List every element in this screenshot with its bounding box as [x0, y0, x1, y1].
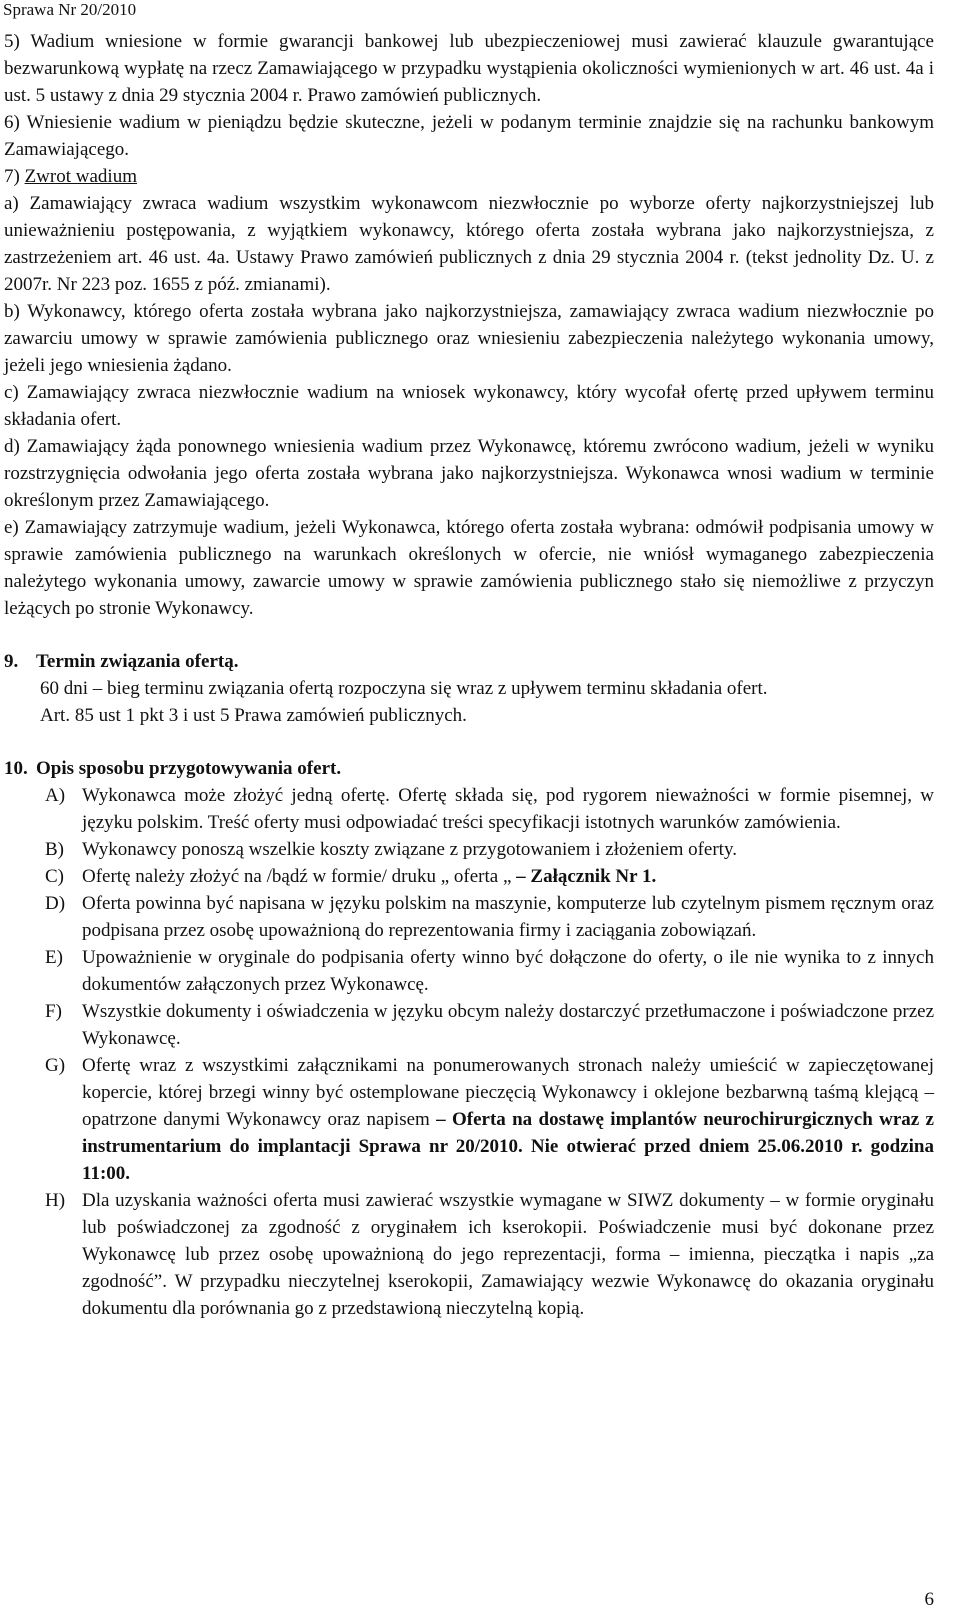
section-9-heading: [4, 648, 934, 675]
list-item: [8, 1052, 934, 1187]
paragraph-a: a) Zamawiający zwraca wadium wszystkim wykonawcom niezwłocznie po wyborze oferty najkorzystniejszej lub unieważnieniu postępowania, z wyjątkiem wykonawcy, którego oferta została wybrana jako najkorzystniejsza, z zastrzeżeniem art. 46 ust. 4a. Ustawy Prawo zamówień publicznych z dnia 29 stycznia 2004 r. (tekst jednolity Dz. U. z 2007r. Nr 223 poz. 1655 z póź. zmianami).: [4, 193, 934, 295]
paragraph-d: d) Zamawiający żąda ponownego wniesienia wadium przez Wykonawcę, któremu zwrócono wadium, jeżeli w wyniku rozstrzygnięcia odwołania jego oferta została wybrana jako najkorzystniejsza. Wykonawca wnosi wadium w terminie określonym przez Zamawiającego.: [4, 436, 934, 511]
section-9-number: 9.: [4, 651, 19, 672]
list-item-text: Wszystkie dokumenty i oświadczenia w języku obcym należy dostarczyć przetłumaczone i poświadczone przez Wykonawcę.: [82, 1001, 934, 1049]
section-9-line-2: Art. 85 ust 1 pkt 3 i ust 5 Prawa zamówień publicznych.: [40, 705, 467, 726]
list-item-text: Oferta powinna być napisana w języku polskim na maszynie, komputerze lub czytelnym pismem ręcznym oraz podpisana przez osobę upoważnioną do reprezentowania firmy i zaciągania zobowiązań.: [82, 893, 934, 941]
list-item: [8, 782, 934, 836]
list-item-text: Ofertę należy złożyć na /bądź w formie/ druku „ oferta „: [82, 866, 517, 887]
list-item-label: F): [45, 1001, 62, 1022]
section-10-title: Opis sposobu przygotowywania ofert.: [36, 758, 342, 779]
paragraph-7-heading: [4, 163, 934, 190]
list-item: [8, 890, 934, 944]
paragraph-7-number: 7): [4, 166, 25, 187]
paragraph-b: b) Wykonawcy, którego oferta została wybrana jako najkorzystniejsza, zamawiający zwraca wadium niezwłocznie po zawarciu umowy w sprawie zamówienia publicznego oraz wniesieniu zabezpieczenia należytego wykonania umowy, jeżeli jego wniesienia żądano.: [4, 301, 934, 376]
list-item: [8, 863, 934, 890]
section-10-number: 10.: [4, 758, 28, 779]
list-item-label: C): [45, 866, 64, 887]
list-item-label: D): [45, 893, 66, 914]
list-item-label: H): [45, 1190, 66, 1211]
section-10-list: [8, 782, 934, 1322]
list-item-bold-text: – Załącznik Nr 1.: [516, 866, 657, 887]
list-item-label: E): [45, 947, 63, 968]
section-9-line-1: 60 dni – bieg terminu związania ofertą rozpoczyna się wraz z upływem terminu składania ofert.: [40, 678, 768, 699]
page-header: Sprawa Nr 20/2010: [3, 0, 137, 19]
list-item-text: Dla uzyskania ważności oferta musi zawierać wszystkie wymagane w SIWZ dokumenty – w formie oryginału lub poświadczonej za zgodność z oryginałem ich kserokopii. Poświadczenie musi być dokonane przez Wykonawcę lub przez osobę upoważnioną do jego reprezentacji, forma – imienna, pieczątka i napis „za zgodność”. W przypadku nieczytelnej kserokopii, Zamawiający wezwie Wykonawcę do okazania oryginału dokumentu dla porównania go z przedstawioną nieczytelną kopią.: [82, 1190, 934, 1319]
list-item-label: G): [45, 1055, 66, 1076]
paragraph-5: 5) Wadium wniesione w formie gwarancji bankowej lub ubezpieczeniowej musi zawierać klauzule gwarantujące bezwarunkową wypłatę na rzecz Zamawiającego w przypadku wystąpienia okoliczności wymienionych w art. 46 ust. 4a i ust. 5 ustawy z dnia 29 stycznia 2004 r. Prawo zamówień publicznych.: [4, 31, 934, 106]
paragraph-7-title: Zwrot wadium: [24, 166, 137, 187]
list-item-label: B): [45, 839, 64, 860]
list-item: [8, 836, 934, 863]
list-item-bold-text: – Oferta na dostawę implantów neurochirurgicznych wraz z instrumentarium do implantacji Sprawa nr 20/2010. Nie otwierać przed dniem 25.06.2010 r. godzina 11:00.: [82, 1109, 934, 1184]
list-item: [8, 944, 934, 998]
list-item: [8, 1187, 934, 1322]
list-item: [8, 998, 934, 1052]
document-body: [4, 28, 934, 1322]
paragraph-e: e) Zamawiający zatrzymuje wadium, jeżeli Wykonawca, którego oferta została wybrana: odmówił podpisania umowy w sprawie zamówienia publicznego na warunkach określonych w ofercie, nie wniósł wymaganego zabezpieczenia należytego wykonania umowy, zawarcie umowy w sprawie zamówienia publicznego stało się niemożliwe z przyczyn leżących po stronie Wykonawcy.: [4, 517, 934, 619]
list-item-label: A): [45, 785, 66, 806]
page-number: 6: [924, 1589, 934, 1610]
section-9-title: Termin związania ofertą.: [36, 651, 239, 672]
section-10-heading: [4, 755, 934, 782]
list-item-text: Ofertę wraz z wszystkimi załącznikami na ponumerowanych stronach należy umieścić w zapieczętowanej kopercie, której brzegi winny być ostemplowane pieczęcią Wykonawcy i oklejone bezbarwną taśmą klejącą – opatrzone danymi Wykonawcy oraz napisem: [82, 1055, 934, 1130]
paragraph-c: c) Zamawiający zwraca niezwłocznie wadium na wniosek wykonawcy, który wycofał ofertę przed upływem terminu składania ofert.: [4, 382, 934, 430]
list-item-text: Wykonawca może złożyć jedną ofertę. Ofertę składa się, pod rygorem nieważności w formie pisemnej, w języku polskim. Treść oferty musi odpowiadać treści specyfikacji istotnych warunków zamówienia.: [82, 785, 934, 833]
list-item-text: Upoważnienie w oryginale do podpisania oferty winno być dołączone do oferty, o ile nie wynika to z innych dokumentów załączonych przez Wykonawcę.: [82, 947, 934, 995]
list-item-text: Wykonawcy ponoszą wszelkie koszty związane z przygotowaniem i złożeniem oferty.: [82, 839, 737, 860]
paragraph-6: 6) Wniesienie wadium w pieniądzu będzie skuteczne, jeżeli w podanym terminie znajdzie się na rachunku bankowym Zamawiającego.: [4, 112, 934, 160]
